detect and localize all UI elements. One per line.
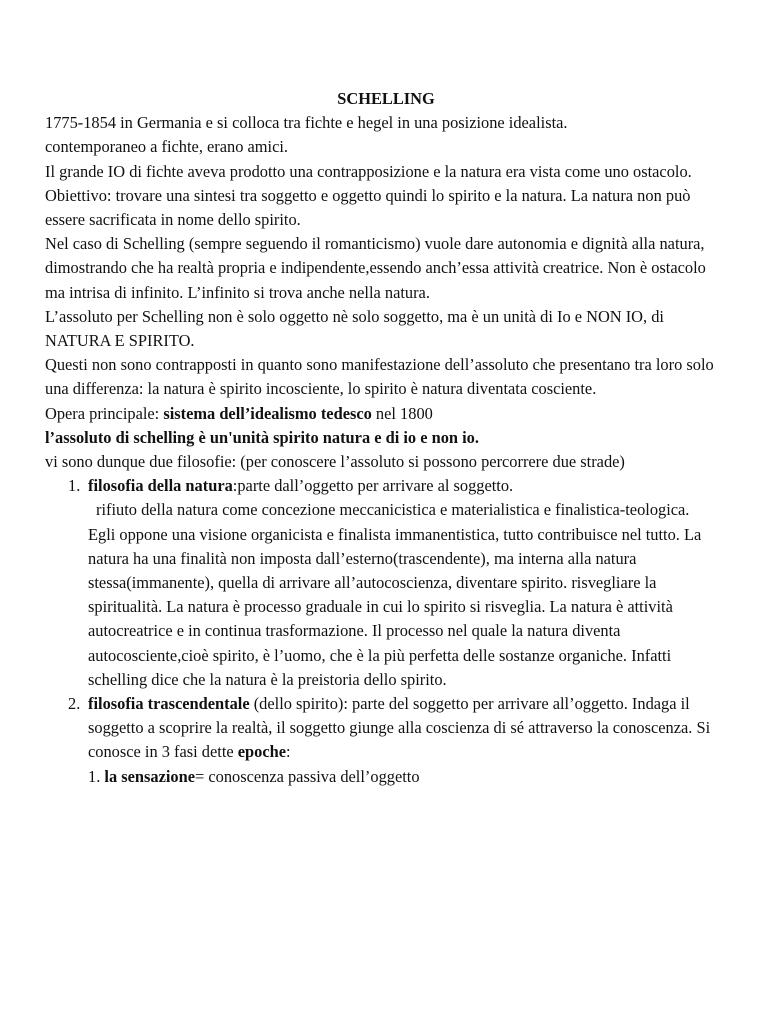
- paragraph-manifestation: Questi non sono contrapposti in quanto sono manifestazione dell’assoluto che presentano tra loro solo una differenza: la natura è spirito incosciente, lo spirito è natura diventata cosciente.: [45, 355, 714, 399]
- list-item: [45, 474, 725, 692]
- paragraph-contemporary: contemporaneo a fichte, erano amici.: [45, 137, 289, 157]
- paragraph-absolute: L’assoluto per Schelling non è solo oggetto nè solo soggetto, ma è un unità di Io e NON IO, di NATURA E SPIRITO.: [45, 306, 664, 351]
- list-item-colon: :: [286, 742, 291, 762]
- list-item-heading: [88, 474, 725, 498]
- paragraph-main-work: [45, 402, 725, 426]
- document-page: [45, 87, 725, 789]
- paragraph-absolute-unity: l’assoluto di schelling è un'unità spirito natura e di io e non io.: [45, 427, 479, 447]
- paragraph-fichte-io: Il grande IO di fichte aveva prodotto una contrapposizione e la natura era vista come uno ostacolo. Obiettivo: trovare una sintesi tra soggetto e oggetto quindi lo spirito e la natura. La natura non può essere sacrificata in nome dello spirito.: [45, 161, 692, 230]
- list-item-subtext: Egli oppone una visione organicista e finalista immanentistica, tutto contribuisce nel tutto. La natura ha una finalità non imposta dall’esterno(trascendente), ma interna alla natura stessa(immanente), quella di arrivare all’autocoscienza, diventare spirito. risvegliare la spiritualità. La natura è processo graduale in cui lo spirito si risveglia. La natura è attività autocreatrice e in continua trasformazione. Il processo nel quale la natura diventa autocosciente,cioè spirito, è l’uomo, che è la più perfetta delle sostanze organiche. Infatti schelling dice che la natura è la preistoria dello spirito.: [88, 524, 702, 689]
- list-item-description: :parte dall’oggetto per arrivare al soggetto.: [232, 476, 514, 496]
- sublist-item-term: la sensazione: [104, 766, 196, 786]
- philosophies-list: [45, 474, 725, 789]
- paragraph-two-philosophies: vi sono dunque due filosofie: (per conoscere l’assoluto si possono percorrere due strade): [45, 452, 625, 472]
- main-work-suffix: nel 1800: [371, 403, 433, 423]
- sublist-item-number: 1.: [88, 766, 101, 786]
- list-item-number: 1.: [68, 476, 81, 496]
- list-item-subtext: rifiuto della natura come concezione meccanicistica e materialistica e finalistica-teologica.: [96, 500, 690, 520]
- list-item: [45, 692, 725, 789]
- list-item-term: filosofia trascendentale: [88, 694, 250, 714]
- list-item-description: (dello spirito): parte del soggetto per arrivare all’oggetto. Indaga il soggetto a scoprire la realtà, il soggetto giunge alla coscienza di sé attraverso la conoscenza. Si conosce in 3 fasi dette: [88, 694, 711, 762]
- list-item-term-epoche: epoche: [237, 742, 287, 762]
- main-work-title: sistema dell’idealismo tedesco: [163, 403, 372, 423]
- sublist-item-description: = conoscenza passiva dell’oggetto: [195, 766, 420, 786]
- main-work-prefix: Opera principale:: [45, 403, 164, 423]
- paragraph-dates: 1775-1854 in Germania e si colloca tra fichte e hegel in una posizione idealista.: [45, 113, 568, 133]
- list-item-term: filosofia della natura: [88, 476, 233, 496]
- list-item-number: 2.: [68, 694, 81, 714]
- document-title: SCHELLING: [337, 89, 435, 108]
- sublist-item: [88, 765, 725, 789]
- list-item-heading: [88, 692, 725, 765]
- paragraph-schelling-nature: Nel caso di Schelling (sempre seguendo il romanticismo) vuole dare autonomia e dignità alla natura, dimostrando che ha realtà propria e indipendente,essendo anch’essa attività creatrice. Non è ostacolo ma intrisa di infinito. L’infinito si trova anche nella natura.: [45, 234, 706, 302]
